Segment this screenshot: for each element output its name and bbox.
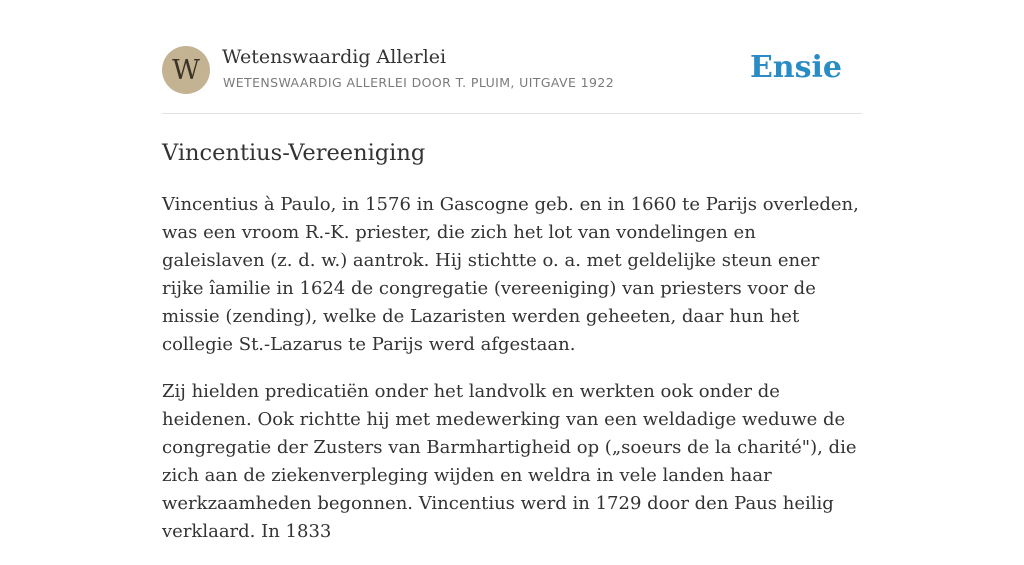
- source-header: [162, 46, 862, 96]
- source-subtitle: WETENSWAARDIG ALLERLEI DOOR T. PLUIM, UITGAVE 1922: [223, 75, 615, 90]
- article-title: Vincentius-Vereeniging: [162, 140, 426, 166]
- ensie-logo[interactable]: Ensie: [749, 50, 842, 85]
- article-paragraph: Vincentius à Paulo, in 1576 in Gascogne geb. en in 1660 te Parijs overleden, was een vroom R.-K. priester, die zich het lot van vondelingen en galeislaven (z. d. w.) aantrok. Hij stichtte o. a. met geldelijke steun ener rijke îamilie in 1624 de congregatie (vereeniging) van priesters voor de missie (zending), welke de Lazaristen werden geheeten, daar hun het collegie St.-Lazarus te Parijs werd afgestaan.: [162, 194, 859, 355]
- source-avatar[interactable]: W: [162, 46, 210, 94]
- article: [162, 137, 862, 565]
- article-paragraph: Zij hielden predicatiën onder het landvolk en werkten ook onder de heidenen. Ook richtte hij met medewerking van een weldadige weduwe de congregatie der Zusters van Barmhartigheid op („soeurs de la charité"), die zich aan de ziekenverpleging wijden en weldra in vele landen haar werkzaamheden begonnen. Vincentius werd in 1729 door den Paus heilig verklaard. In 1833: [162, 381, 857, 542]
- header-divider: [162, 113, 862, 114]
- source-title[interactable]: Wetenswaardig Allerlei: [222, 46, 447, 68]
